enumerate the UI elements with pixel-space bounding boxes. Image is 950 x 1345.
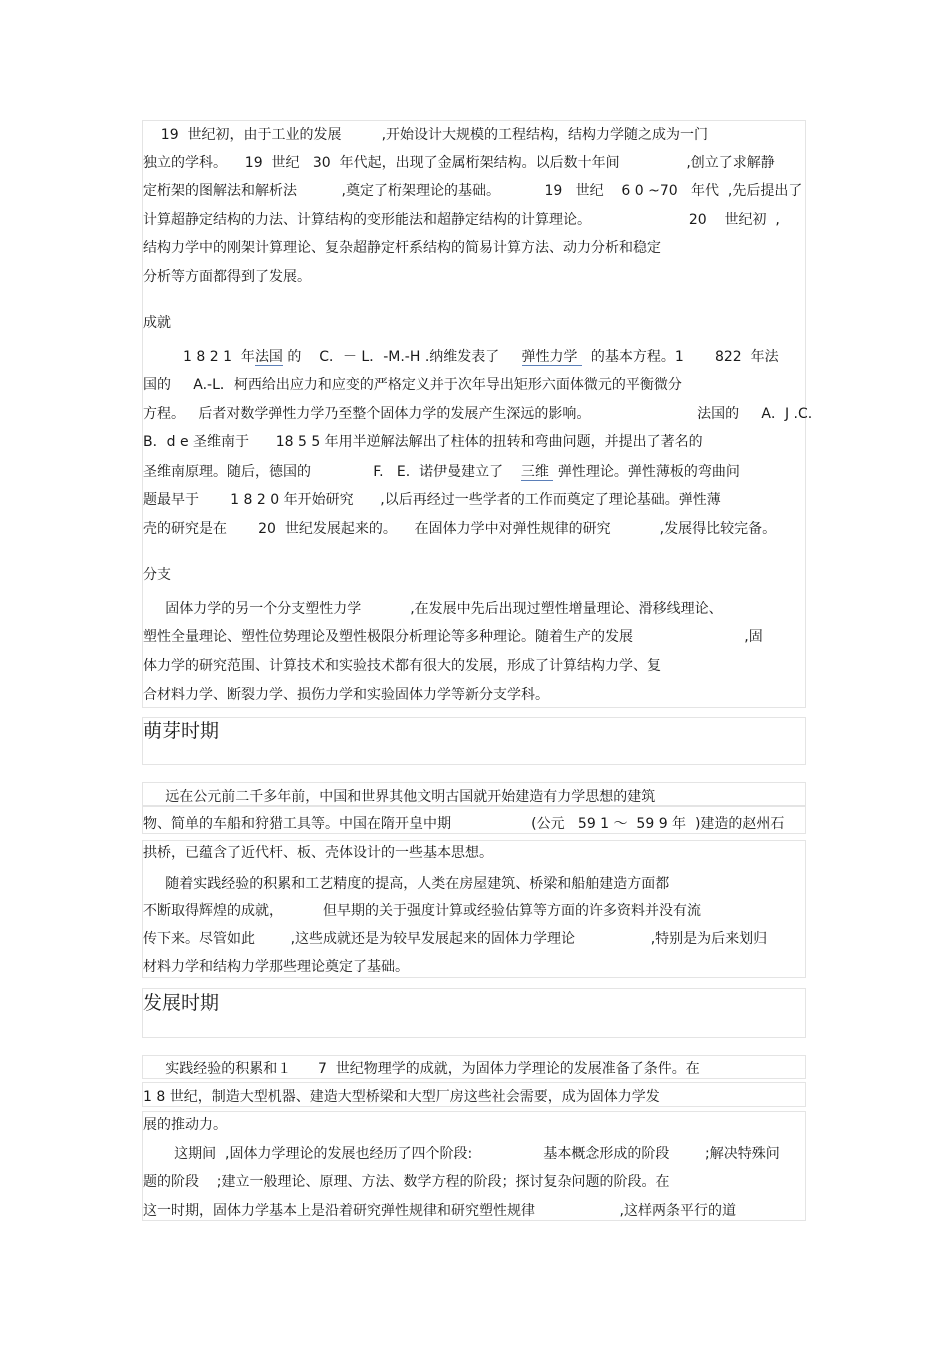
text-line: 结构力学中的刚架计算理论、复杂超静定杆系结构的简易计算方法、动力分析和稳定 <box>143 240 661 256</box>
text-line: 材料力学和结构力学那些理论奠定了基础。 <box>143 959 409 975</box>
achievements-heading: 成就 <box>143 315 171 331</box>
text-line: 固体力学的另一个分支塑性力学 ,在发展中先后出现过塑性增量理论、滑移线理论、 <box>143 601 723 617</box>
text-segment: 1 8 2 1 年 <box>143 349 255 365</box>
link-elasticity[interactable]: 弹性力学 <box>521 349 582 365</box>
text-line: 体力学的研究范围、计算技术和实验技术都有很大的发展，形成了计算结构力学、复 <box>143 658 661 674</box>
text-line: 方程。 后者对数学弹性力学乃至整个固体力学的发展产生深远的影响。 法国的 A．J .C. <box>143 406 813 422</box>
text-segment: 圣维南原理。随后，德国的 F. E. 诺伊曼建立了 <box>143 464 504 480</box>
text-line: 分析等方面都得到了发展。 <box>143 269 311 285</box>
text-line: 塑性全量理论、塑性位势理论及塑性极限分析理论等多种理论。随着生产的发展 ,固 <box>143 629 763 645</box>
text-line: 随着实践经验的积累和工艺精度的提高，人类在房屋建筑、桥梁和船舶建造方面都 <box>143 876 670 892</box>
text-line: 19 世纪初，由于工业的发展 ,开始设计大规模的工程结构，结构力学随之成为一门 <box>143 127 709 143</box>
development-heading-frame <box>142 988 806 1038</box>
text-line: 独立的学科。 19 世纪 30 年代起，出现了金属桁架结构。以后数十年间 ,创立了求解静 <box>143 155 775 171</box>
text-segment: 的 C．－ L．-M.-H .纳维发表了 <box>282 349 522 365</box>
text-line: 实践经验的积累和１ 7 世纪物理学的成就，为固体力学理论的发展准备了条件。在 <box>143 1061 700 1077</box>
text-line: 远在公元前二千多年前，中国和世界其他文明古国就开始建造有力学思想的建筑 <box>143 789 656 805</box>
link-3d[interactable]: 三维 <box>520 464 554 480</box>
text-line: 物、简单的车船和狩猎工具等。中国在隋开皇中期 (公元 59 1 ～ 59 9 年 )建造的赵州石 <box>143 816 785 832</box>
text-line: 传下来。尽管如此 ,这些成就还是为较早发展起来的固体力学理论 ,特别是为后来划归 <box>143 931 768 947</box>
text-line: 不断取得辉煌的成就， 但早期的关于强度计算或经验估算等方面的许多资料并没有流 <box>143 903 702 919</box>
link-france[interactable]: 法国 <box>254 349 283 365</box>
sprout-heading: 萌芽时期 <box>143 720 220 742</box>
text-line: 国的 A.-L．柯西给出应力和应变的严格定义并于次年导出矩形六面体微元的平衡微分 <box>143 377 682 393</box>
text-line: 这期间 ,固体力学理论的发展也经历了四个阶段: 基本概念形成的阶段 ;解决特殊问 <box>143 1146 780 1162</box>
text-line: 拱桥，已蕴含了近代杆、板、壳体设计的一些基本思想。 <box>143 845 493 861</box>
text-line <box>143 463 740 481</box>
text-line: 题的阶段 ;建立一般理论、原理、方法、数学方程的阶段；探讨复杂问题的阶段。在 <box>143 1174 670 1190</box>
text-line <box>143 348 779 366</box>
text-line: 展的推动力。 <box>143 1117 227 1133</box>
text-line: 合材料力学、断裂力学、损伤力学和实验固体力学等新分支学科。 <box>143 687 549 703</box>
text-segment: 的基本方程。1 822 年法 <box>581 349 779 365</box>
branches-heading: 分支 <box>143 567 171 583</box>
text-line: 这一时期，固体力学基本上是沿着研究弹性规律和研究塑性规律 ,这样两条平行的道 <box>143 1203 737 1219</box>
text-segment: 弹性理论。弹性薄板的弯曲问 <box>553 464 740 480</box>
text-line: B．d e 圣维南于 18 5 5 年用半逆解法解出了柱体的扭转和弯曲问题，并提出了著名的 <box>143 434 703 450</box>
sprout-heading-frame <box>142 717 806 765</box>
text-line: 壳的研究是在 20 世纪发展起来的。 在固体力学中对弹性规律的研究 ,发展得比较完备。 <box>143 521 777 537</box>
development-heading: 发展时期 <box>143 992 220 1014</box>
text-line: 1 8 世纪，制造大型机器、建造大型桥梁和大型厂房这些社会需要，成为固体力学发 <box>143 1089 660 1105</box>
text-line: 计算超静定结构的力法、计算结构的变形能法和超静定结构的计算理论。 20 世纪初 , <box>143 212 780 228</box>
text-line: 定桁架的图解法和解析法 ,奠定了桁架理论的基础。 19 世纪 6 0 ~70 年代 ,先后提出了 <box>143 183 803 199</box>
text-line: 题最早于 1 8 2 0 年开始研究 ,以后再经过一些学者的工作而奠定了理论基础。弹性薄 <box>143 492 721 508</box>
